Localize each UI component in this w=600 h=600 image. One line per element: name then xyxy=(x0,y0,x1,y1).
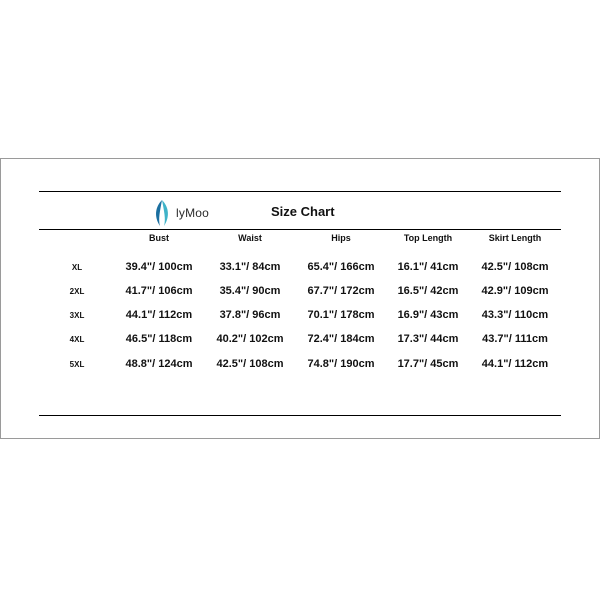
table-cell: 39.4"/ 100cm xyxy=(125,261,193,273)
brand-name: lyMoo xyxy=(176,206,210,220)
size-label: 4XL xyxy=(69,335,85,344)
table-cell: 46.5"/ 118cm xyxy=(125,333,193,345)
table-cell: 42.5"/ 108cm xyxy=(481,261,549,273)
bottom-divider xyxy=(39,415,561,416)
header-divider xyxy=(39,229,561,230)
table-cell: 65.4"/ 166cm xyxy=(307,261,375,273)
table-cell: 42.5"/ 108cm xyxy=(216,358,284,370)
table-cell: 41.7"/ 106cm xyxy=(125,285,193,297)
table-cell: 17.7"/ 45cm xyxy=(397,358,459,370)
table-cell: 43.7"/ 111cm xyxy=(482,333,548,345)
column-header: Hips xyxy=(331,233,351,243)
size-label: 2XL xyxy=(69,287,85,296)
table-cell: 70.1"/ 178cm xyxy=(307,309,375,321)
table-cell: 43.3"/ 110cm xyxy=(481,309,549,321)
table-cell: 44.1"/ 112cm xyxy=(481,358,549,370)
table-cell: 72.4"/ 184cm xyxy=(307,333,375,345)
size-label: 3XL xyxy=(69,311,85,320)
column-header: Waist xyxy=(238,233,262,243)
leaf-logo-icon xyxy=(154,199,170,227)
table-cell: 67.7"/ 172cm xyxy=(307,285,375,297)
column-header: Skirt Length xyxy=(488,233,542,243)
brand-logo xyxy=(154,197,234,229)
page-title: Size Chart xyxy=(271,204,335,219)
size-label: XL xyxy=(71,263,83,272)
table-cell: 44.1"/ 112cm xyxy=(125,309,193,321)
table-cell: 16.1"/ 41cm xyxy=(397,261,459,273)
table-cell: 48.8"/ 124cm xyxy=(125,358,193,370)
column-header: Bust xyxy=(149,233,169,243)
table-cell: 74.8"/ 190cm xyxy=(307,358,375,370)
table-cell: 42.9"/ 109cm xyxy=(481,285,549,297)
table-cell: 33.1"/ 84cm xyxy=(219,261,281,273)
size-chart-card xyxy=(0,158,600,439)
top-divider xyxy=(39,191,561,192)
table-cell: 40.2"/ 102cm xyxy=(216,333,284,345)
size-label: 5XL xyxy=(69,360,85,369)
table-cell: 16.9"/ 43cm xyxy=(397,309,459,321)
table-cell: 16.5"/ 42cm xyxy=(397,285,459,297)
table-cell: 17.3"/ 44cm xyxy=(397,333,459,345)
table-cell: 35.4"/ 90cm xyxy=(219,285,281,297)
table-cell: 37.8"/ 96cm xyxy=(219,309,281,321)
column-header: Top Length xyxy=(403,233,453,243)
